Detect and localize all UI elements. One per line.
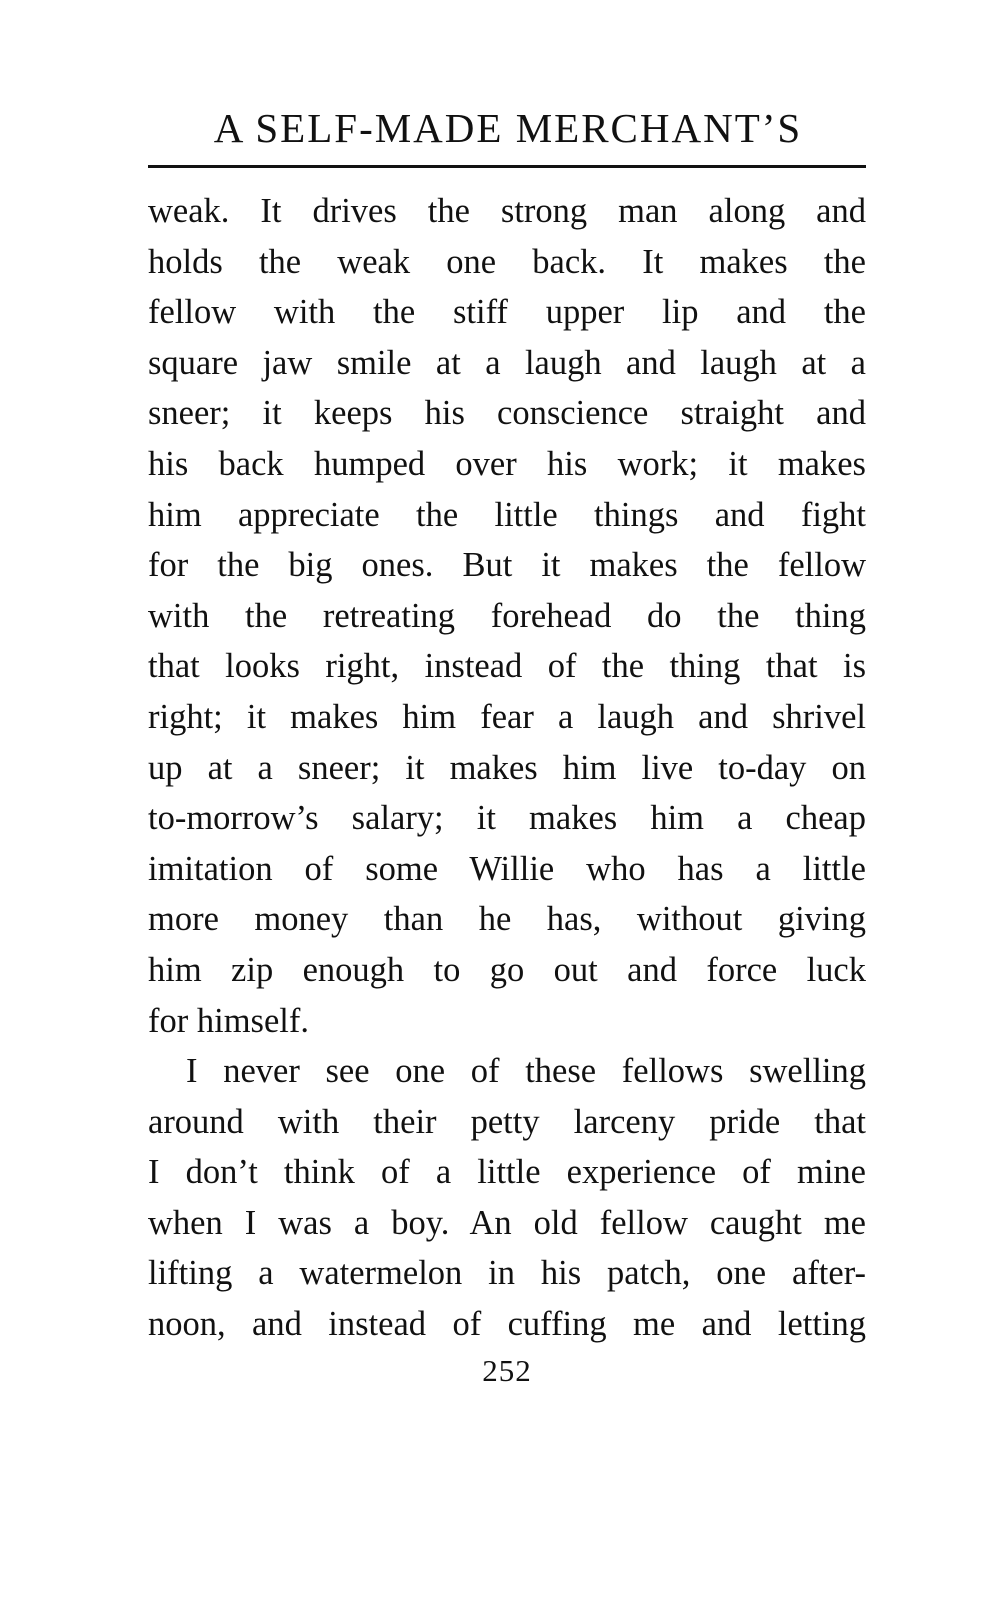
text-line: him appreciate the little things and fight xyxy=(148,495,866,534)
page-number: 252 xyxy=(482,1353,532,1388)
text-line: to-morrow’s salary; it makes him a cheap xyxy=(148,799,866,838)
text-line: I never see one of these fellows swelling xyxy=(186,1052,866,1091)
text-line: his back humped over his work; it makes xyxy=(148,444,866,483)
text-line: weak. It drives the strong man along and xyxy=(148,192,866,230)
text-line: him zip enough to go out and force luck xyxy=(148,950,866,989)
text-line: that looks right, instead of the thing that is xyxy=(148,647,866,686)
text-line: sneer; it keeps his conscience straight and xyxy=(148,394,866,433)
text-line: when I was a boy. An old fellow caught me xyxy=(148,1203,866,1242)
text-line: square jaw smile at a laugh and laugh at a xyxy=(148,343,866,382)
text-line: up at a sneer; it makes him live to-day on xyxy=(148,748,866,787)
text-line: noon, and instead of cuffing me and letting xyxy=(148,1305,866,1344)
text-line: fellow with the stiff upper lip and the xyxy=(148,293,866,332)
text-line: for himself. xyxy=(148,1001,309,1040)
text-line: around with their petty larceny pride that xyxy=(148,1102,866,1141)
header-rule xyxy=(148,165,866,168)
text-line: more money than he has, without giving xyxy=(148,900,866,939)
text-line: for the big ones. But it makes the fellow xyxy=(148,546,866,585)
text-line: holds the weak one back. It makes the xyxy=(148,242,866,281)
running-head: A SELF-MADE MERCHANT’S xyxy=(213,105,803,151)
text-line: right; it makes him fear a laugh and shrivel xyxy=(148,697,866,736)
text-line: imitation of some Willie who has a little xyxy=(148,849,866,888)
text-line: I don’t think of a little experience of mine xyxy=(148,1153,866,1192)
text-line: with the retreating forehead do the thing xyxy=(148,596,866,635)
body-text xyxy=(148,186,866,1350)
text-line: lifting a watermelon in his patch, one after- xyxy=(148,1254,866,1293)
